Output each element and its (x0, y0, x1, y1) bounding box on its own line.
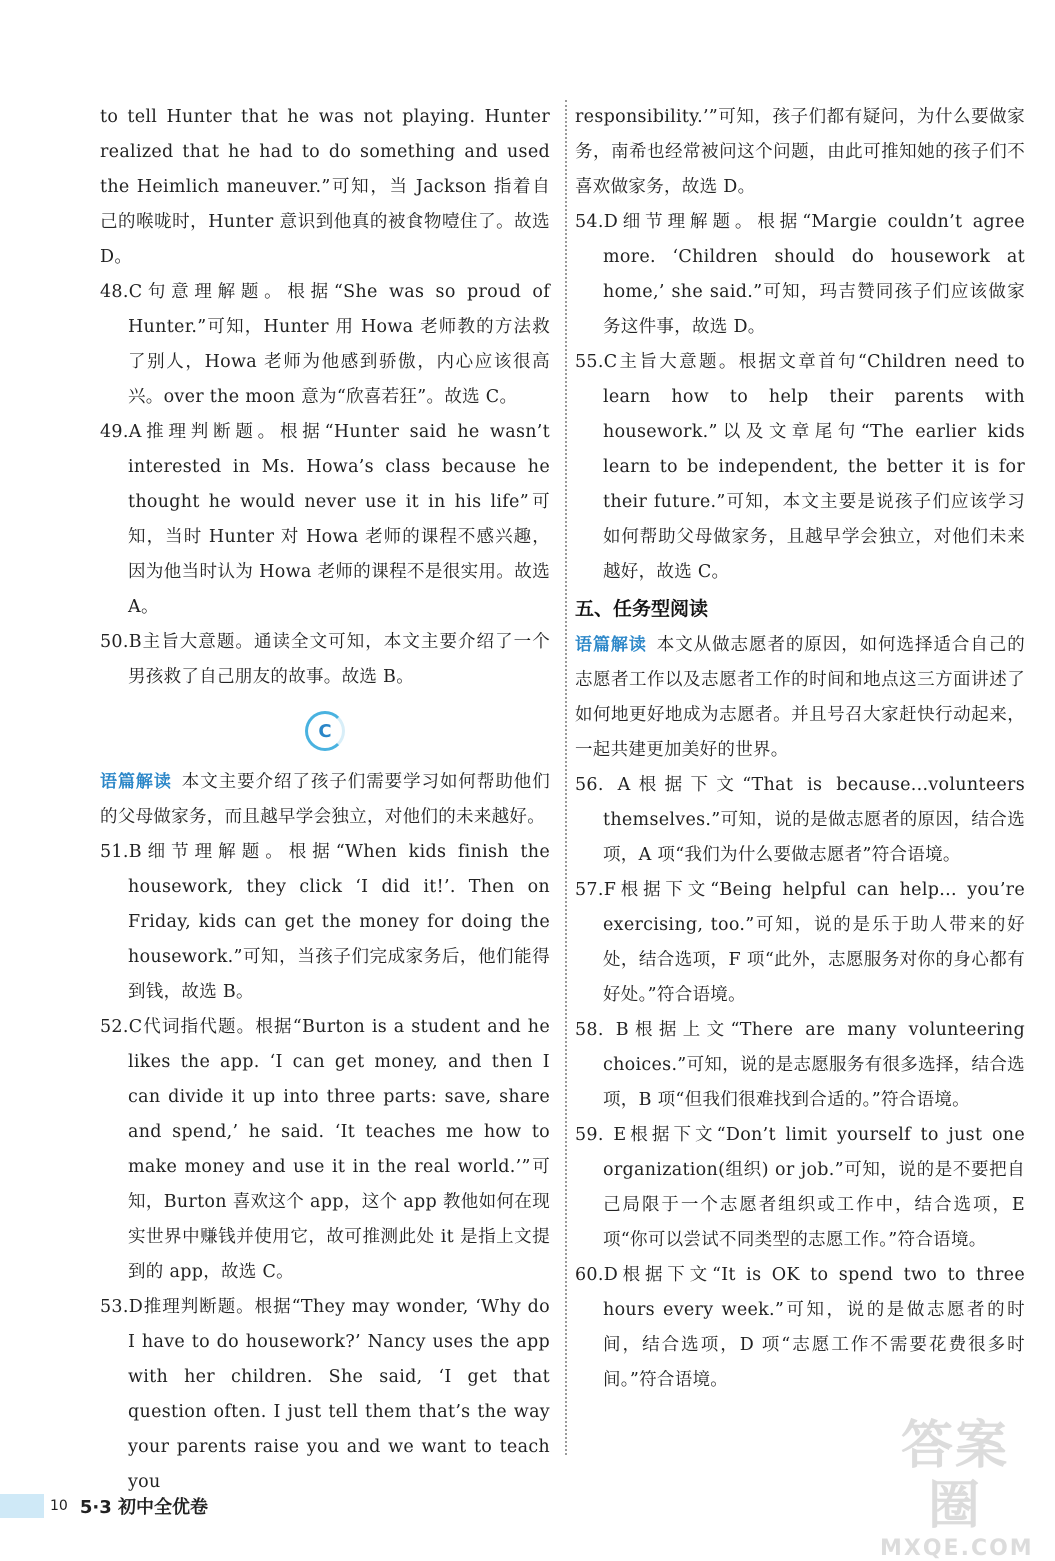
answer-item (575, 768, 1025, 873)
answer-explanation: 主旨大意题。根据文章首句“Children need to learn how to help their parents with housework.”以及文章尾句“The earlier kids learn to be independent, the better it is for their future.”可知，本文主要是说孩子们应该学习如何帮助父母做家务，且越早学会独立，对他们未来越好，故选 C。 (603, 352, 1025, 582)
page-number: 10 (50, 1498, 68, 1514)
answer-number: 49.A (100, 422, 142, 442)
answer-explanation: 细节理解题。根据“Margie couldn’t agree more. ‘Children should do housework at home,’ she said.”可知，玛吉赞同孩子们应该做家务这件事，故选 D。 (603, 212, 1025, 337)
answer-explanation: 根据下文“That is because...volunteers themselves.”可知，说的是做志愿者的原因，结合选项，A 项“我们为什么要做志愿者”符合语境。 (603, 775, 1025, 865)
section-c-icon: C (305, 711, 345, 751)
answer-item (100, 835, 550, 1010)
answer-number: 53.D (100, 1297, 144, 1317)
column-divider (565, 100, 567, 1455)
watermark-url: MXQE.COM (880, 1536, 1034, 1561)
passage-analysis (100, 765, 550, 835)
answer-item (100, 275, 550, 415)
answer-number: 52.C (100, 1017, 143, 1037)
answer-number: 48.C (100, 282, 143, 302)
answer-explanation: 主旨大意题。通读全文可知，本文主要介绍了一个男孩救了自己朋友的故事。故选 B。 (128, 632, 550, 687)
watermark-logo (880, 1416, 1034, 1561)
answer-explanation: 细节理解题。根据“When kids finish the housework, they click ‘I did it!’. Then on Friday, kids can get the money for doing the housework.”可知，当孩子们完成家务后，他们能得到钱，故选 B。 (128, 842, 550, 1002)
answer-item (575, 345, 1025, 590)
answer-explanation: 代词指代题。根据“Burton is a student and he likes the app. ‘I can get money, and then I can divide it up into three parts: save, share and spend,’ he said. ‘It teaches me how to make money and use it in the real world.’”可知，Burton 喜欢这个 app，这个 app 教他如何在现实世界中赚钱并使用它，故可推测此处 it 是指上文提到的 app，故选 C。 (128, 1017, 550, 1282)
footer-color-bar (0, 1494, 44, 1518)
answer-explanation: 根据下文“Don’t limit yourself to just one organization(组织) or job.”可知，说的是不要把自己局限于一个志愿者组织或工作中，结合选项，E 项“你可以尝试不同类型的志愿工作。”符合语境。 (603, 1125, 1026, 1250)
answer-number: 57.F (575, 880, 617, 900)
answer-number: 51.B (100, 842, 142, 862)
answer-explanation: 根据上文“There are many volunteering choices.”可知，说的是志愿服务有很多选择，结合选项，B 项“但我们很难找到合适的。”符合语境。 (603, 1020, 1025, 1110)
answer-number: 54.D (575, 212, 619, 232)
continuation-text: responsibility.’”可知，孩子们都有疑问，为什么要做家务，南希也经常被问这个问题，由此可推知她的孩子们不喜欢做家务，故选 D。 (575, 107, 1025, 197)
answer-item (575, 873, 1025, 1013)
passage-analysis (575, 628, 1025, 768)
analysis-tag: 语篇解读 (100, 772, 172, 792)
answer-item (575, 1013, 1025, 1118)
answer-number: 50.B (100, 632, 142, 652)
answer-item (575, 205, 1025, 345)
answer-item (575, 1118, 1025, 1258)
answer-explanation: 根据下文“Being helpful can help... you’re exercising, too.”可知，说的是乐于助人带来的好处，结合选项，F 项“此外，志愿服务对你的身心都有好处。”符合语境。 (603, 880, 1025, 1005)
watermark-text: 答案圈 (900, 1416, 1009, 1536)
answer-explanation: 推理判断题。根据“They may wonder, ‘Why do I have to do housework?’ Nancy uses the app with her children. She said, ‘I get that question often. I just tell them that’s the way your parents raise you and we want to teach you (128, 1297, 550, 1492)
left-column (100, 100, 550, 1500)
brand-logo: 5·3 初中全优卷 (79, 1497, 208, 1518)
right-column (575, 100, 1025, 1398)
answer-item (100, 1010, 550, 1290)
page-footer (50, 1490, 208, 1522)
answer-explanation: 根据下文“It is OK to spend two to three hours every week.”可知，说的是做志愿者的时间，结合选项，D 项“志愿工作不需要花费很多时间。”符合语境。 (603, 1265, 1025, 1390)
answer-number: 60.D (575, 1265, 619, 1285)
section-heading: 五、任务型阅读 (575, 598, 709, 620)
continuation-text: to tell Hunter that he was not playing. Hunter realized that he had to do something and used the Heimlich maneuver.”可知，当 Jackson 指着自己的喉咙时，Hunter 意识到他真的被食物噎住了。故选 D。 (100, 107, 550, 267)
answer-item (100, 1290, 550, 1500)
analysis-tag: 语篇解读 (575, 635, 647, 655)
answer-item (100, 415, 550, 625)
answer-item (100, 625, 550, 695)
answer-number: 55.C (575, 352, 618, 372)
analysis-text: 本文从做志愿者的原因，如何选择适合自己的志愿者工作以及志愿者工作的时间和地点这三方面讲述了如何地更好地成为志愿者。并且号召大家赶快行动起来，一起共建更加美好的世界。 (575, 635, 1026, 760)
answer-number: 58. B (575, 1020, 629, 1040)
answer-item (575, 1258, 1025, 1398)
answer-explanation: 句意理解题。根据“She was so proud of Hunter.”可知，Hunter 用 Howa 老师教的方法救了别人，Howa 老师为他感到骄傲，内心应该很高兴。over the moon 意为“欣喜若狂”。故选 C。 (128, 282, 550, 407)
answer-explanation: 推理判断题。根据“Hunter said he wasn’t interested in Ms. Howa’s class because he thought he would never use it in his life”可知，当时 Hunter 对 Howa 老师的课程不感兴趣，因为他当时认为 Howa 老师的课程不是很实用。故选 A。 (128, 422, 550, 617)
answer-number: 56. A (575, 775, 631, 795)
analysis-text: 本文主要介绍了孩子们需要学习如何帮助他们的父母做家务，而且越早学会独立，对他们的未来越好。 (100, 772, 551, 827)
answer-number: 59. E (575, 1125, 627, 1145)
